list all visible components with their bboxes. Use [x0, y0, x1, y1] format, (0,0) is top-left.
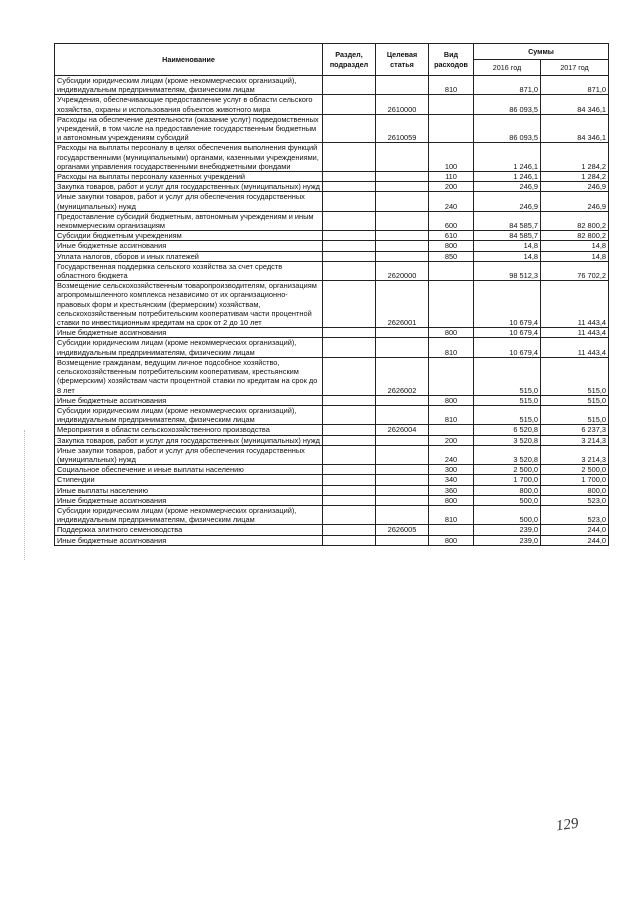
- row-section: [323, 95, 376, 114]
- row-value-2016: 86 093,5: [474, 95, 541, 114]
- row-section: [323, 241, 376, 251]
- row-type: 810: [429, 505, 474, 524]
- row-target: [376, 231, 429, 241]
- row-section: [323, 338, 376, 357]
- row-section: [323, 405, 376, 424]
- row-value-2016: 84 585,7: [474, 231, 541, 241]
- row-name: Иные закупки товаров, работ и услуг для обеспечения государственных (муниципальных) нужд: [55, 192, 323, 211]
- table-row: [55, 445, 609, 464]
- table-row: [55, 95, 609, 114]
- row-value-2017: 84 346,1: [541, 114, 609, 143]
- row-type: [429, 281, 474, 328]
- table-row: [55, 281, 609, 328]
- row-name: Субсидии юридическим лицам (кроме некоммерческих организаций), индивидуальным предпринимателям, физическим лицам: [55, 405, 323, 424]
- row-value-2017: 800,0: [541, 485, 609, 495]
- row-type: 340: [429, 475, 474, 485]
- row-name: Иные бюджетные ассигнования: [55, 241, 323, 251]
- row-section: [323, 76, 376, 95]
- table-row: [55, 535, 609, 545]
- row-type: [429, 114, 474, 143]
- row-target: [376, 465, 429, 475]
- row-name: Иные бюджетные ассигнования: [55, 535, 323, 545]
- row-value-2017: 1 284,2: [541, 172, 609, 182]
- row-target: [376, 211, 429, 230]
- row-value-2016: 1 700,0: [474, 475, 541, 485]
- row-value-2016: 14,8: [474, 251, 541, 261]
- row-value-2017: 515,0: [541, 357, 609, 395]
- row-section: [323, 182, 376, 192]
- table-row: [55, 231, 609, 241]
- row-target: [376, 395, 429, 405]
- row-target: [376, 338, 429, 357]
- row-value-2017: 515,0: [541, 395, 609, 405]
- row-name: Субсидии юридическим лицам (кроме некоммерческих организаций), индивидуальным предпринимателям, физическим лицам: [55, 505, 323, 524]
- header-target: Целевая статья: [376, 44, 429, 76]
- row-target: [376, 485, 429, 495]
- row-value-2016: 98 512,3: [474, 261, 541, 280]
- row-type: 800: [429, 535, 474, 545]
- table-row: [55, 182, 609, 192]
- table-row: [55, 211, 609, 230]
- table-row: [55, 192, 609, 211]
- row-value-2017: 76 702,2: [541, 261, 609, 280]
- row-name: Расходы на обеспечение деятельности (оказание услуг) подведомственных учреждений, в том числе на предоставление государственным бюджетным и автономным учреждениям субсидий: [55, 114, 323, 143]
- page-number: 129: [554, 815, 580, 835]
- row-name: Иные бюджетные ассигнования: [55, 495, 323, 505]
- table-row: [55, 405, 609, 424]
- row-type: 360: [429, 485, 474, 495]
- row-section: [323, 328, 376, 338]
- row-target: [376, 328, 429, 338]
- row-value-2017: 523,0: [541, 505, 609, 524]
- row-target: 2620000: [376, 261, 429, 280]
- row-value-2016: 86 093,5: [474, 114, 541, 143]
- row-name: Субсидии бюджетным учреждениям: [55, 231, 323, 241]
- table-row: [55, 425, 609, 435]
- table-row: [55, 328, 609, 338]
- row-target: 2626005: [376, 525, 429, 535]
- row-target: [376, 405, 429, 424]
- table-row: [55, 505, 609, 524]
- table-row: [55, 261, 609, 280]
- row-value-2017: 11 443,4: [541, 338, 609, 357]
- table-row: [55, 465, 609, 475]
- row-value-2016: 239,0: [474, 535, 541, 545]
- row-value-2017: 82 800,2: [541, 211, 609, 230]
- table-row: [55, 475, 609, 485]
- table-row: [55, 338, 609, 357]
- table-row: [55, 395, 609, 405]
- row-value-2016: 500,0: [474, 505, 541, 524]
- row-target: 2626004: [376, 425, 429, 435]
- row-type: 810: [429, 405, 474, 424]
- row-type: 200: [429, 435, 474, 445]
- row-target: [376, 475, 429, 485]
- row-value-2016: 3 520,8: [474, 445, 541, 464]
- row-name: Учреждения, обеспечивающие предоставление услуг в области сельского хозяйства, охраны и использования объектов животного мира: [55, 95, 323, 114]
- row-type: 300: [429, 465, 474, 475]
- row-type: 240: [429, 192, 474, 211]
- row-target: [376, 241, 429, 251]
- row-value-2016: 239,0: [474, 525, 541, 535]
- row-name: Иные бюджетные ассигнования: [55, 395, 323, 405]
- row-value-2017: 246,9: [541, 182, 609, 192]
- row-type: 810: [429, 338, 474, 357]
- row-section: [323, 192, 376, 211]
- header-name: Наименование: [55, 44, 323, 76]
- row-value-2017: 14,8: [541, 241, 609, 251]
- row-value-2016: 515,0: [474, 357, 541, 395]
- row-name: Закупка товаров, работ и услуг для государственных (муниципальных) нужд: [55, 435, 323, 445]
- row-type: 800: [429, 395, 474, 405]
- row-value-2016: 515,0: [474, 405, 541, 424]
- row-name: Иные бюджетные ассигнования: [55, 328, 323, 338]
- row-type: [429, 261, 474, 280]
- row-target: [376, 435, 429, 445]
- header-sums: Суммы: [474, 44, 609, 60]
- row-value-2016: 246,9: [474, 182, 541, 192]
- row-type: [429, 357, 474, 395]
- row-target: [376, 192, 429, 211]
- row-target: [376, 172, 429, 182]
- row-section: [323, 114, 376, 143]
- row-value-2016: 500,0: [474, 495, 541, 505]
- table-row: [55, 114, 609, 143]
- row-type: 600: [429, 211, 474, 230]
- row-name: Возмещение гражданам, ведущим личное подсобное хозяйство, сельскохозяйственным потребительским кооперативам, крестьянским (фермерским) хозяйствам части процентной ставки по кредитам на срок до 8 лет: [55, 357, 323, 395]
- row-type: 100: [429, 143, 474, 172]
- row-value-2017: 84 346,1: [541, 95, 609, 114]
- row-name: Расходы на выплаты персоналу в целях обеспечения выполнения функций государственными (муниципальными) органами, казенными учреждениями, органами управления государственными внебюджетными фондами: [55, 143, 323, 172]
- row-value-2017: 1 284,2: [541, 143, 609, 172]
- row-target: 2626002: [376, 357, 429, 395]
- row-type: 800: [429, 241, 474, 251]
- row-target: [376, 535, 429, 545]
- table-row: [55, 495, 609, 505]
- row-name: Иные закупки товаров, работ и услуг для обеспечения государственных (муниципальных) нужд: [55, 445, 323, 464]
- row-target: 2610000: [376, 95, 429, 114]
- row-section: [323, 172, 376, 182]
- row-type: 850: [429, 251, 474, 261]
- row-value-2017: 2 500,0: [541, 465, 609, 475]
- row-value-2016: 2 500,0: [474, 465, 541, 475]
- table-row: [55, 525, 609, 535]
- row-type: 240: [429, 445, 474, 464]
- row-value-2016: 14,8: [474, 241, 541, 251]
- row-section: [323, 261, 376, 280]
- row-value-2016: 871,0: [474, 76, 541, 95]
- table-row: [55, 143, 609, 172]
- header-year-2016: 2016 год: [474, 60, 541, 76]
- row-value-2016: 1 246,1: [474, 143, 541, 172]
- row-value-2017: 6 237,3: [541, 425, 609, 435]
- row-value-2017: 14,8: [541, 251, 609, 261]
- row-target: [376, 505, 429, 524]
- row-section: [323, 211, 376, 230]
- row-value-2017: 246,9: [541, 192, 609, 211]
- scan-artifact: [24, 430, 27, 560]
- row-section: [323, 395, 376, 405]
- row-value-2017: 11 443,4: [541, 328, 609, 338]
- row-name: Расходы на выплаты персоналу казенных учреждений: [55, 172, 323, 182]
- row-value-2017: 244,0: [541, 535, 609, 545]
- row-name: Предоставление субсидий бюджетным, автономным учреждениям и иным некоммерческим организациям: [55, 211, 323, 230]
- row-section: [323, 231, 376, 241]
- table-row: [55, 172, 609, 182]
- table-row: [55, 435, 609, 445]
- row-value-2016: 10 679,4: [474, 281, 541, 328]
- table-row: [55, 251, 609, 261]
- row-section: [323, 425, 376, 435]
- row-section: [323, 435, 376, 445]
- row-value-2016: 1 246,1: [474, 172, 541, 182]
- row-value-2017: 515,0: [541, 405, 609, 424]
- table-row: [55, 357, 609, 395]
- header-year-2017: 2017 год: [541, 60, 609, 76]
- row-name: Возмещение сельскохозяйственным товаропроизводителям, организациям агропромышленного комплекса независимо от их организационно-правовых форм и крестьянским (фермерским) хозяйствам, сельскохозяйственным потребительским кооперативам части процентной ставки по инвестиционным кредитам на срок от 2 до 10 лет: [55, 281, 323, 328]
- row-target: [376, 495, 429, 505]
- row-type: 810: [429, 76, 474, 95]
- row-value-2016: 10 679,4: [474, 338, 541, 357]
- row-name: Субсидии юридическим лицам (кроме некоммерческих организаций), индивидуальным предпринимателям, физическим лицам: [55, 338, 323, 357]
- row-section: [323, 357, 376, 395]
- row-name: Субсидии юридическим лицам (кроме некоммерческих организаций), индивидуальным предпринимателям, физическим лицам: [55, 76, 323, 95]
- row-value-2017: 3 214,3: [541, 445, 609, 464]
- row-name: Мероприятия в области сельскохозяйственного производства: [55, 425, 323, 435]
- row-section: [323, 475, 376, 485]
- table-row: [55, 485, 609, 495]
- row-section: [323, 535, 376, 545]
- row-target: [376, 251, 429, 261]
- row-type: 800: [429, 328, 474, 338]
- row-type: [429, 525, 474, 535]
- row-type: 200: [429, 182, 474, 192]
- row-value-2017: 1 700,0: [541, 475, 609, 485]
- row-value-2017: 11 443,4: [541, 281, 609, 328]
- row-name: Поддержка элитного семеноводства: [55, 525, 323, 535]
- row-value-2017: 82 800,2: [541, 231, 609, 241]
- row-type: [429, 425, 474, 435]
- table-row: [55, 76, 609, 95]
- row-target: 2610059: [376, 114, 429, 143]
- row-value-2016: 800,0: [474, 485, 541, 495]
- header-section: Раздел, подраздел: [323, 44, 376, 76]
- row-type: 610: [429, 231, 474, 241]
- row-section: [323, 281, 376, 328]
- table-row: [55, 241, 609, 251]
- row-value-2016: 10 679,4: [474, 328, 541, 338]
- row-value-2017: 871,0: [541, 76, 609, 95]
- row-name: Закупка товаров, работ и услуг для государственных (муниципальных) нужд: [55, 182, 323, 192]
- row-value-2017: 3 214,3: [541, 435, 609, 445]
- row-section: [323, 495, 376, 505]
- row-target: [376, 182, 429, 192]
- row-value-2017: 244,0: [541, 525, 609, 535]
- row-value-2016: 515,0: [474, 395, 541, 405]
- budget-table: [54, 43, 609, 546]
- row-name: Социальное обеспечение и иные выплаты населению: [55, 465, 323, 475]
- row-section: [323, 505, 376, 524]
- row-target: [376, 76, 429, 95]
- row-target: [376, 143, 429, 172]
- row-section: [323, 465, 376, 475]
- row-type: 800: [429, 495, 474, 505]
- row-value-2016: 246,9: [474, 192, 541, 211]
- row-section: [323, 251, 376, 261]
- row-name: Стипендии: [55, 475, 323, 485]
- row-value-2016: 6 520,8: [474, 425, 541, 435]
- row-name: Иные выплаты населению: [55, 485, 323, 495]
- row-section: [323, 485, 376, 495]
- table-body: [55, 76, 609, 546]
- row-name: Государственная поддержка сельского хозяйства за счет средств областного бюджета: [55, 261, 323, 280]
- row-value-2016: 3 520,8: [474, 435, 541, 445]
- row-value-2016: 84 585,7: [474, 211, 541, 230]
- row-value-2017: 523,0: [541, 495, 609, 505]
- row-section: [323, 525, 376, 535]
- row-type: [429, 95, 474, 114]
- header-type: Вид расходов: [429, 44, 474, 76]
- row-section: [323, 445, 376, 464]
- row-target: [376, 445, 429, 464]
- row-section: [323, 143, 376, 172]
- row-target: 2626001: [376, 281, 429, 328]
- row-type: 110: [429, 172, 474, 182]
- row-name: Уплата налогов, сборов и иных платежей: [55, 251, 323, 261]
